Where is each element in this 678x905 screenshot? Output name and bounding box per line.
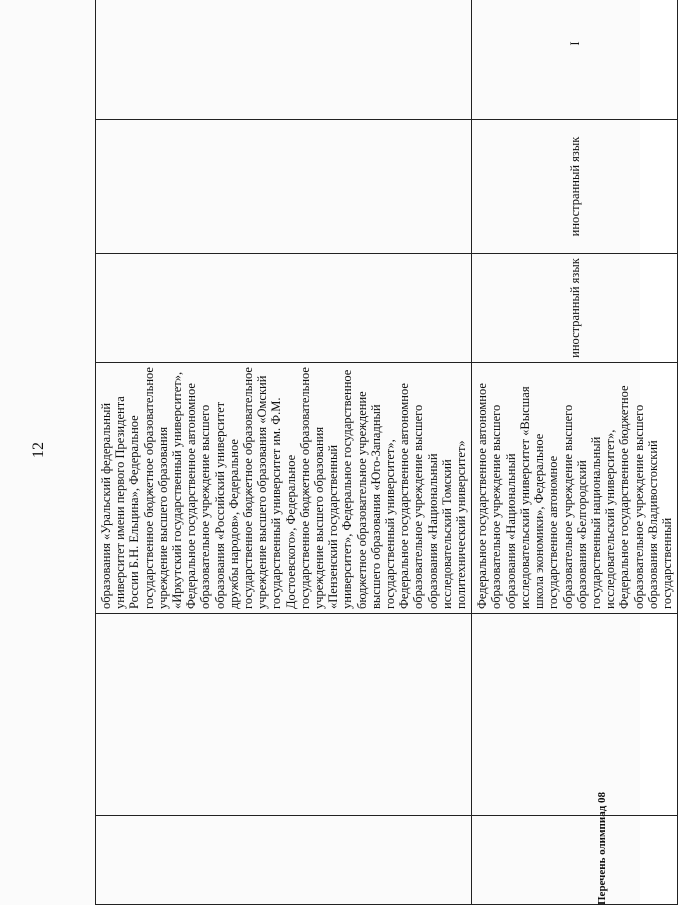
cell-number: [96, 816, 472, 905]
table-row: [96, 0, 472, 905]
cell-olympiad-name: [96, 614, 472, 816]
cell-subject: иностранный язык: [472, 120, 678, 254]
cell-number: [472, 816, 678, 905]
olympiad-table: [95, 0, 678, 905]
cell-profile: [96, 254, 472, 363]
cell-level: I: [472, 0, 678, 120]
cell-profile: иностранный язык: [472, 254, 678, 363]
document-footer-label: Перечень олимпиад 08: [596, 791, 608, 905]
cell-subject: [96, 120, 472, 254]
table-row: [472, 0, 678, 905]
cell-olympiad-name: [472, 614, 678, 816]
cell-organizers: Федеральное государственное автономное образовательное учреждение высшего образования «Национальный исследовательский университет «Высшая школа экономики», Федеральное государственное автономное образовательное учреждение высшего образования «Белгородский государственный национальный исследовательский университет», Федеральное государственное бюджетное образовательное учреждение высшего образования «Владивостокский государственный: [472, 363, 678, 614]
page-number: 12: [30, 442, 47, 458]
cell-organizers: образования «Уральский федеральный университет имени первого Президента России Б.Н. Ельцина», Федеральное государственное бюджетное образовательное учреждение высшего образования «Иркутский государственный университет», Федеральное государственное автономное образовательное учреждение высшего образования «Российский университет дружбы народов», Федеральное государственное бюджетное образовательное учреждение высшего образования «Омский государственный университет им. Ф.М. Достоевского», Федеральное государственное бюджетное образовательное учреждение высшего образования «Пензенский государственный университет», Федеральное государственное бюджетное образовательное учреждение высшего образования «Юго-Западный государственный университет», Федеральное государственное автономное образовательное учреждение высшего образования «Национальный исследовательский Томский политехнический университет»: [96, 363, 472, 614]
cell-level: [96, 0, 472, 120]
